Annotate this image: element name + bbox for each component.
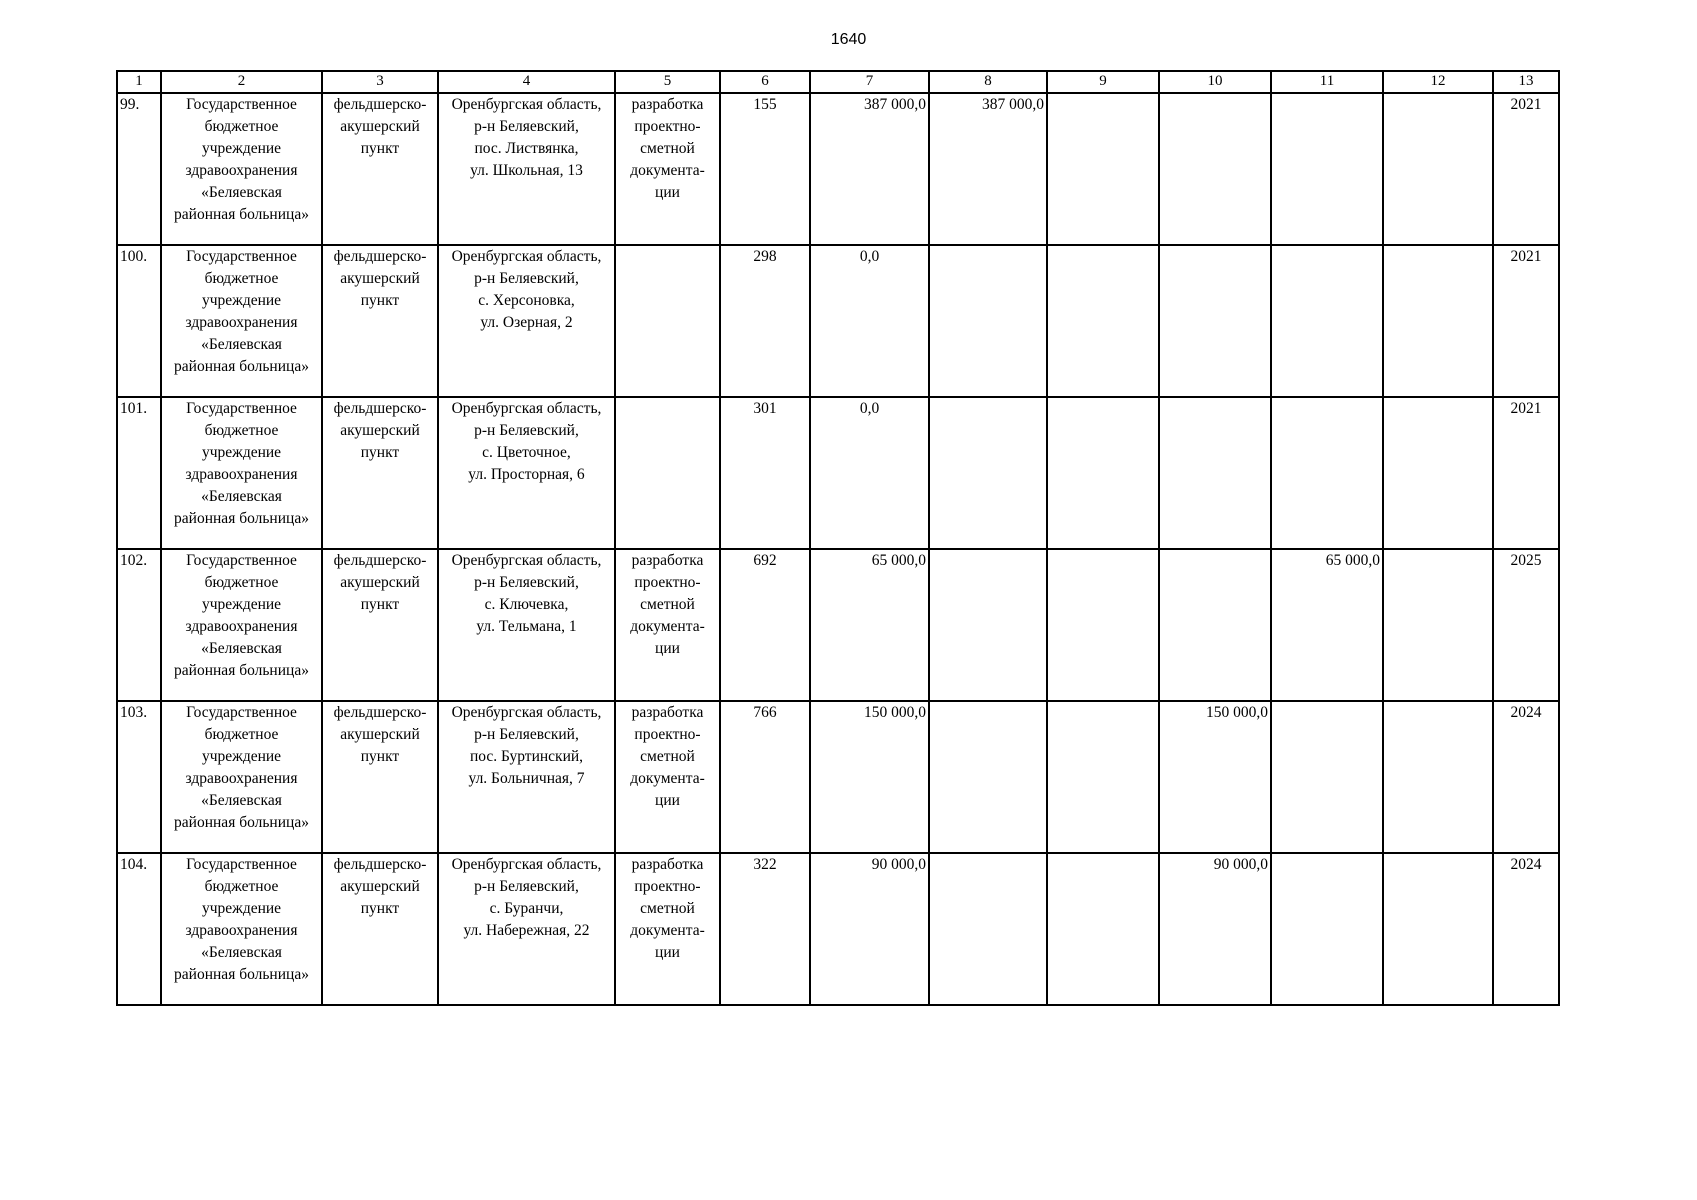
- year-cell: 2021: [1493, 397, 1559, 549]
- column-header: 6: [720, 71, 810, 93]
- institution-cell: Государственное бюджетное учреждение здравоохранения «Беляевская районная больница»: [161, 245, 322, 397]
- col8-cell: [929, 397, 1047, 549]
- work-type-cell: разработка проектно- сметной документа- ции: [615, 853, 720, 1005]
- col10-cell: 90 000,0: [1159, 853, 1271, 1005]
- col11-cell: [1271, 397, 1383, 549]
- row-number: 103.: [117, 701, 161, 853]
- address-cell: Оренбургская область, р-н Беляевский, с. Цветочное, ул. Просторная, 6: [438, 397, 615, 549]
- table-row: [117, 93, 1559, 245]
- column-header: 8: [929, 71, 1047, 93]
- year-cell: 2025: [1493, 549, 1559, 701]
- year-cell: 2024: [1493, 853, 1559, 1005]
- col10-cell: [1159, 397, 1271, 549]
- col6-cell: 692: [720, 549, 810, 701]
- col7-cell: 0,0: [810, 245, 929, 397]
- col12-cell: [1383, 701, 1493, 853]
- column-header: 5: [615, 71, 720, 93]
- work-type-cell: разработка проектно- сметной документа- ции: [615, 549, 720, 701]
- col12-cell: [1383, 853, 1493, 1005]
- col8-cell: 387 000,0: [929, 93, 1047, 245]
- column-header: 10: [1159, 71, 1271, 93]
- col7-cell: 90 000,0: [810, 853, 929, 1005]
- table-row: [117, 701, 1559, 853]
- col7-cell: 65 000,0: [810, 549, 929, 701]
- institution-cell: Государственное бюджетное учреждение здравоохранения «Беляевская районная больница»: [161, 853, 322, 1005]
- column-header: 1: [117, 71, 161, 93]
- column-header: 2: [161, 71, 322, 93]
- row-number: 102.: [117, 549, 161, 701]
- col9-cell: [1047, 397, 1159, 549]
- column-header: 9: [1047, 71, 1159, 93]
- institution-cell: Государственное бюджетное учреждение здравоохранения «Беляевская районная больница»: [161, 397, 322, 549]
- institution-cell: Государственное бюджетное учреждение здравоохранения «Беляевская районная больница»: [161, 549, 322, 701]
- row-number: 104.: [117, 853, 161, 1005]
- column-header: 12: [1383, 71, 1493, 93]
- col11-cell: [1271, 853, 1383, 1005]
- address-cell: Оренбургская область, р-н Беляевский, пос. Буртинский, ул. Больничная, 7: [438, 701, 615, 853]
- address-cell: Оренбургская область, р-н Беляевский, с. Ключевка, ул. Тельмана, 1: [438, 549, 615, 701]
- col10-cell: [1159, 245, 1271, 397]
- col8-cell: [929, 701, 1047, 853]
- col8-cell: [929, 245, 1047, 397]
- col9-cell: [1047, 93, 1159, 245]
- year-cell: 2021: [1493, 93, 1559, 245]
- col12-cell: [1383, 397, 1493, 549]
- col10-cell: [1159, 93, 1271, 245]
- col6-cell: 155: [720, 93, 810, 245]
- data-table: [116, 70, 1560, 1006]
- object-cell: фельдшерско- акушерский пункт: [322, 245, 438, 397]
- col11-cell: 65 000,0: [1271, 549, 1383, 701]
- col9-cell: [1047, 701, 1159, 853]
- address-cell: Оренбургская область, р-н Беляевский, с. Буранчи, ул. Набережная, 22: [438, 853, 615, 1005]
- col7-cell: 150 000,0: [810, 701, 929, 853]
- col10-cell: [1159, 549, 1271, 701]
- col10-cell: 150 000,0: [1159, 701, 1271, 853]
- row-number: 100.: [117, 245, 161, 397]
- col8-cell: [929, 549, 1047, 701]
- col9-cell: [1047, 853, 1159, 1005]
- table-row: [117, 245, 1559, 397]
- col6-cell: 322: [720, 853, 810, 1005]
- row-number: 99.: [117, 93, 161, 245]
- object-cell: фельдшерско- акушерский пункт: [322, 397, 438, 549]
- column-header: 7: [810, 71, 929, 93]
- column-header: 4: [438, 71, 615, 93]
- table-row: [117, 853, 1559, 1005]
- address-cell: Оренбургская область, р-н Беляевский, пос. Листвянка, ул. Школьная, 13: [438, 93, 615, 245]
- year-cell: 2021: [1493, 245, 1559, 397]
- col6-cell: 766: [720, 701, 810, 853]
- work-type-cell: разработка проектно- сметной документа- ции: [615, 93, 720, 245]
- table-row: [117, 397, 1559, 549]
- col12-cell: [1383, 245, 1493, 397]
- work-type-cell: разработка проектно- сметной документа- ции: [615, 701, 720, 853]
- row-number: 101.: [117, 397, 161, 549]
- table-row: [117, 549, 1559, 701]
- institution-cell: Государственное бюджетное учреждение здравоохранения «Беляевская районная больница»: [161, 701, 322, 853]
- col7-cell: 387 000,0: [810, 93, 929, 245]
- work-type-cell: [615, 245, 720, 397]
- col8-cell: [929, 853, 1047, 1005]
- col6-cell: 298: [720, 245, 810, 397]
- column-header: 3: [322, 71, 438, 93]
- address-cell: Оренбургская область, р-н Беляевский, с. Херсоновка, ул. Озерная, 2: [438, 245, 615, 397]
- col6-cell: 301: [720, 397, 810, 549]
- object-cell: фельдшерско- акушерский пункт: [322, 701, 438, 853]
- col12-cell: [1383, 93, 1493, 245]
- col11-cell: [1271, 245, 1383, 397]
- object-cell: фельдшерско- акушерский пункт: [322, 549, 438, 701]
- column-number-row: [117, 71, 1559, 93]
- page-number: 1640: [830, 31, 867, 48]
- col11-cell: [1271, 93, 1383, 245]
- work-type-cell: [615, 397, 720, 549]
- object-cell: фельдшерско- акушерский пункт: [322, 853, 438, 1005]
- column-header: 13: [1493, 71, 1559, 93]
- col12-cell: [1383, 549, 1493, 701]
- col9-cell: [1047, 245, 1159, 397]
- col11-cell: [1271, 701, 1383, 853]
- col9-cell: [1047, 549, 1159, 701]
- col7-cell: 0,0: [810, 397, 929, 549]
- institution-cell: Государственное бюджетное учреждение здравоохранения «Беляевская районная больница»: [161, 93, 322, 245]
- year-cell: 2024: [1493, 701, 1559, 853]
- object-cell: фельдшерско- акушерский пункт: [322, 93, 438, 245]
- column-header: 11: [1271, 71, 1383, 93]
